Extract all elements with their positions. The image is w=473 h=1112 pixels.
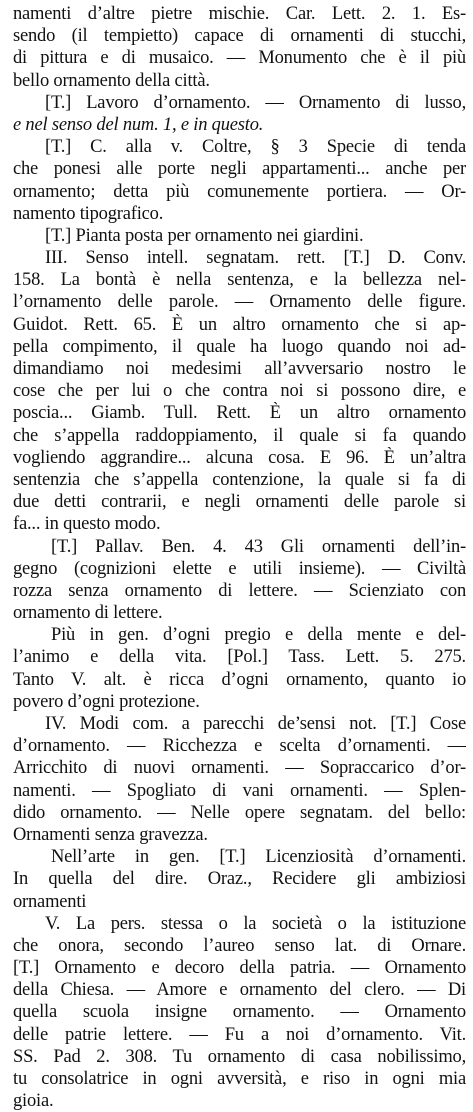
text-line: gioia. [13,1091,54,1112]
text-line: della Chiesa. — Amore e ornamento del clero. — Di [13,980,466,1001]
text-line: [T.] Ornamento e decoro della patria. — Ornamento [13,958,466,979]
text-line: d’ornamento. — Ricchezza e scelta d’ornamenti. — [13,736,466,757]
text-line: l’ornamento delle parole. — Ornamento delle figure. [13,292,466,313]
text-line: che ponesi alle porte negli appartamenti... anche per [13,159,466,180]
text-line: Guidot. Rett. 65. È un altro ornamento che si ap- [13,314,466,335]
text-line: che onora, secondo l’aureo senso lat. di Ornare. [13,935,466,956]
text-line: povero d’ogni protezione. [13,691,200,712]
text-line: ornamento; detta più comunemente portiera. — Or- [13,181,466,202]
text-line: namento tipografico. [13,203,164,224]
text-line: rozza senza ornamento di lettere. — Scienziato con [13,580,466,601]
text-line: namenti. — Spogliato di vani ornamenti. — Splen- [13,780,466,801]
text-line: SS. Pad 2. 308. Tu ornamento di casa nobilissimo, [13,1046,466,1067]
text-line: cose che per lui o che contra noi si possono dire, e [13,381,466,402]
text-line: dimandiamo noi medesimi all’avversario nostro le [13,359,466,379]
text-line: 158. La bontà è nella sentenza, e la bellezza nel- [13,270,466,291]
text-line: tu consolatrice in ogni avversità, e riso in ogni mia [13,1069,466,1089]
text-line: [T.] Lavoro d’ornamento. — Ornamento di lusso, [45,92,466,113]
text-line: Tanto V. alt. è ricca d’ogni ornamento, quanto io [13,669,466,690]
text-line: sentenzia che s’appella contenzione, la quale si fa di [13,469,466,490]
text-line: e nel senso del num. 1, e in questo. [13,114,264,135]
text-line: fa... in questo modo. [13,514,161,535]
text-line: che s’appella raddoppiamento, il quale si fa quando [13,425,466,446]
text-line: ornamento di lettere. [13,603,163,624]
text-line: In quella del dire. Oraz., Recidere gli ambiziosi [13,869,466,890]
text-line: gegno (cognizioni elette e utili insieme). — Civiltà [13,558,466,579]
text-line: [T.] Pianta posta per ornamento nei giardini. [45,225,364,246]
text-line: namenti d’altre pietre mischie. Car. Lett. 2. 1. Es- [13,4,466,24]
text-line: due detti contrarii, e negli ornamenti delle parole si [13,492,466,513]
text-line: [T.] Pallav. Ben. 4. 43 Gli ornamenti dell’in- [51,536,466,557]
text-line: bello ornamento della città. [13,70,210,91]
text-line: Ornamenti senza gravezza. [13,824,208,845]
text-line: quella scuola insigne ornamento. — Ornamento [13,1002,466,1023]
text-line: Arricchito di nuovi ornamenti. — Sopraccarico d’or- [13,758,466,779]
section-heading-line: IV. Modi com. a parecchi de’sensi not. [T.] Cose [45,714,466,734]
text-line: ornamenti [13,891,87,912]
text-line: Più in gen. d’ogni pregio e della mente e del- [51,625,466,646]
text-line: sendo (il tempietto) capace di ornamenti di stucchi, [13,26,466,47]
text-line: delle patrie lettere. — Fu a noi d’ornamento. Vit. [13,1024,466,1045]
text-line: poscia... Giamb. Tull. Rett. È un altro ornamento [13,403,466,424]
text-line: l’animo e della vita. [Pol.] Tass. Lett. 5. 275. [13,647,466,668]
text-line: [T.] C. alla v. Coltre, § 3 Specie di tenda [45,137,466,158]
text-line: di pittura e di musaico. — Monumento che è il più [13,48,466,69]
text-line: vogliendo aggrandire... alcuna cosa. E 96. È un’altra [13,447,466,468]
text-line: dido ornamento. — Nelle opere segnatam. del bello: [13,802,466,823]
text-line: pella compimento, il quale ha luogo quando noi ad- [13,336,466,357]
section-heading-line: III. Senso intell. segnatam. rett. [T.] D. Conv. [45,248,466,269]
text-line: Nell’arte in gen. [T.] Licenziosità d’ornamenti. [51,847,466,868]
section-heading-line: V. La pers. stessa o la società o la istituzione [45,913,466,934]
